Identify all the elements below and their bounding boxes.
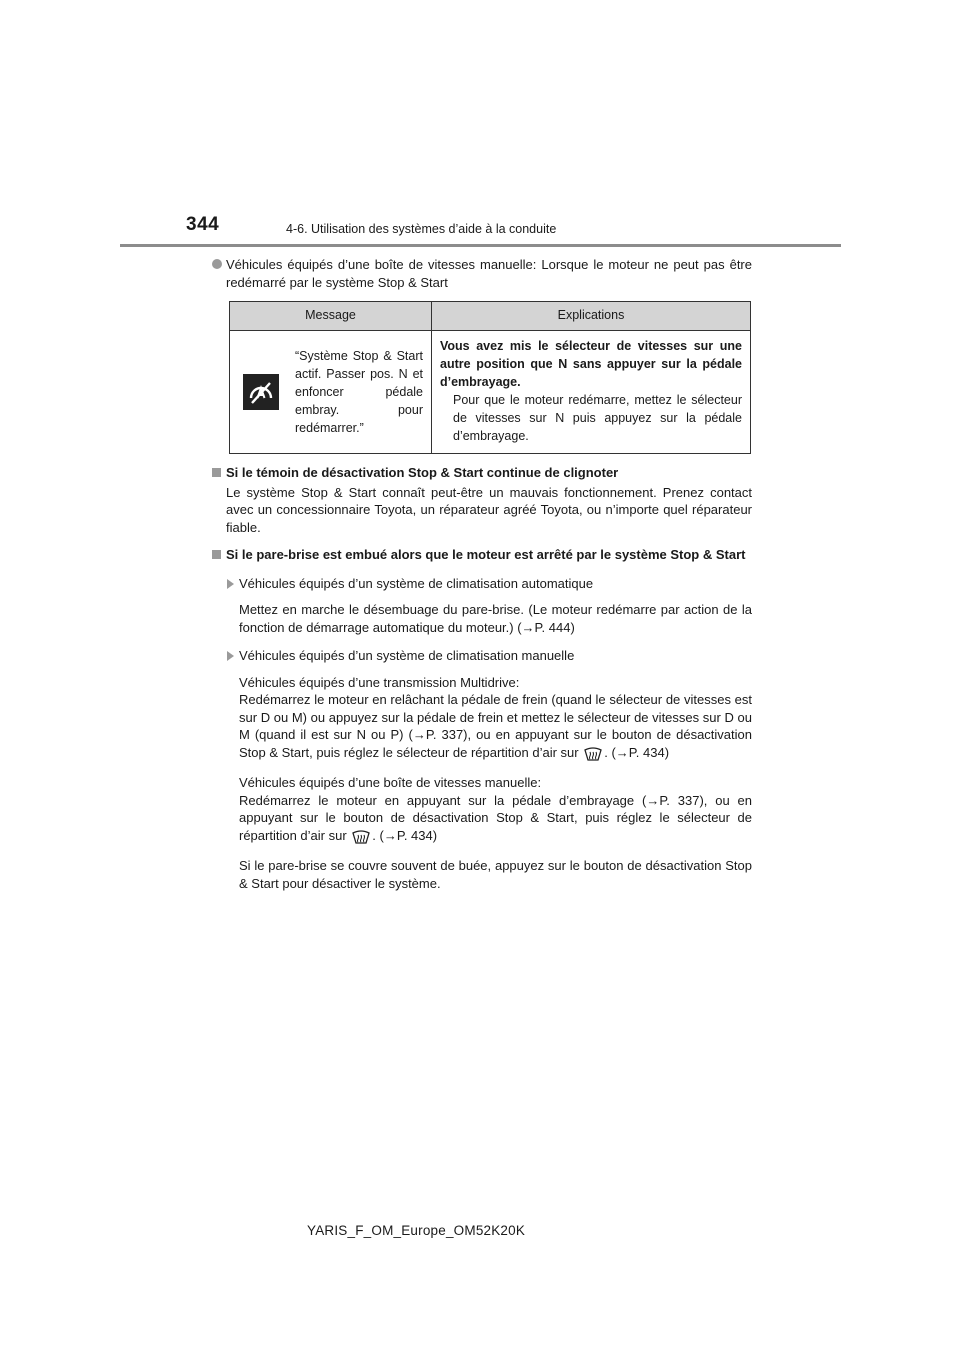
message-text-cell: “Système Stop & Start actif. Passer pos. N et enfoncer pédale embray. pour redémarrer.” <box>287 331 432 454</box>
header-divider <box>120 244 841 247</box>
multidrive-label: Véhicules équipés d’une transmission Multidrive: <box>239 674 520 690</box>
column-header-message: Message <box>230 302 432 331</box>
column-header-explications: Explications <box>432 302 751 331</box>
manual-gearbox-label: Véhicules équipés d’une boîte de vitesses manuelle: <box>239 775 542 790</box>
explanation-text: Pour que le moteur redémarre, mettez le sélecteur de vitesses sur N puis appuyez sur la pédale d’embrayage. <box>453 393 742 443</box>
windshield-defroster-icon <box>584 745 602 766</box>
page-number: 344 <box>186 214 220 235</box>
explanation-bold: Vous avez mis le sélecteur de vitesses sur une autre position que N sans appuyer sur la pédale d’embrayage. <box>440 339 742 389</box>
intro-bullet-text: Véhicules équipés d’une boîte de vitesses manuelle: Lorsque le moteur ne peut pas être redémarré par le système Stop & Start <box>226 257 752 290</box>
square-bullet-icon <box>212 550 221 559</box>
section-heading-fogged: Si le pare-brise est embué alors que le moteur est arrêté par le système Stop & Start <box>212 546 752 564</box>
footer-document-code: YARIS_F_OM_Europe_OM52K20K <box>307 1223 526 1238</box>
section-title: 4-6. Utilisation des systèmes d’aide à la conduite <box>286 222 557 236</box>
circle-bullet-icon <box>212 259 222 269</box>
multidrive-ref: . (→P. 434) <box>604 744 670 760</box>
triangle-bullet-icon <box>227 579 234 589</box>
manual-gearbox-ref: . (→P. 434) <box>372 827 438 843</box>
table-header-row <box>230 302 751 331</box>
windshield-defroster-icon <box>352 828 370 849</box>
stop-start-warning-icon <box>243 374 279 410</box>
manual-gearbox-paragraph <box>212 774 752 848</box>
triangle-bullet-icon <box>227 651 234 661</box>
fog-note: Si le pare-brise se couvre souvent de buée, appuyez sur le bouton de désactivation Stop & Start pour désactiver le système. <box>239 858 752 891</box>
explanation-cell <box>432 331 751 454</box>
table-row <box>230 331 751 454</box>
section-body-blinking: Le système Stop & Start connaît peut-être un mauvais fonctionnement. Prenez contact avec un concessionnaire Toyota, un réparateur agréé Toyota, ou n’importe quel réparateur fiable. <box>226 484 752 535</box>
message-icon-cell <box>230 331 288 454</box>
section-heading-blinking: Si le témoin de désactivation Stop & Start continue de clignoter <box>212 464 752 482</box>
auto-ac-body: Mettez en marche le désembuage du pare-brise. (Le moteur redémarre par action de la fonction de démarrage automatique du moteur.) (→P. 444) <box>239 602 752 635</box>
sub-heading-manual-ac: Véhicules équipés d’un système de climatisation manuelle <box>212 647 752 665</box>
message-table <box>229 301 751 454</box>
multidrive-body: Redémarrez le moteur en relâchant la pédale de frein (quand le sélecteur de vitesses est sur D ou M) ou appuyez sur la pédale de frein et mettez le sélecteur de vitesses sur D ou M (quand il est sur N ou P) (→P. 337), ou en appuyant sur le bouton de désactivation Stop & Start, puis réglez le sélecteur de répartition d’air sur <box>239 692 752 760</box>
manual-gearbox-body: Redémarrez le moteur en appuyant sur la pédale d’embrayage (→P. 337), ou en appuyant sur le bouton de désactivation Stop & Start, puis réglez le sélecteur de répartition d’air sur <box>239 792 752 843</box>
intro-bullet <box>212 256 752 291</box>
page-content <box>212 256 752 892</box>
sub-heading-auto-ac: Véhicules équipés d’un système de climatisation automatique <box>212 575 752 593</box>
square-bullet-icon <box>212 468 221 477</box>
multidrive-paragraph <box>212 674 752 766</box>
